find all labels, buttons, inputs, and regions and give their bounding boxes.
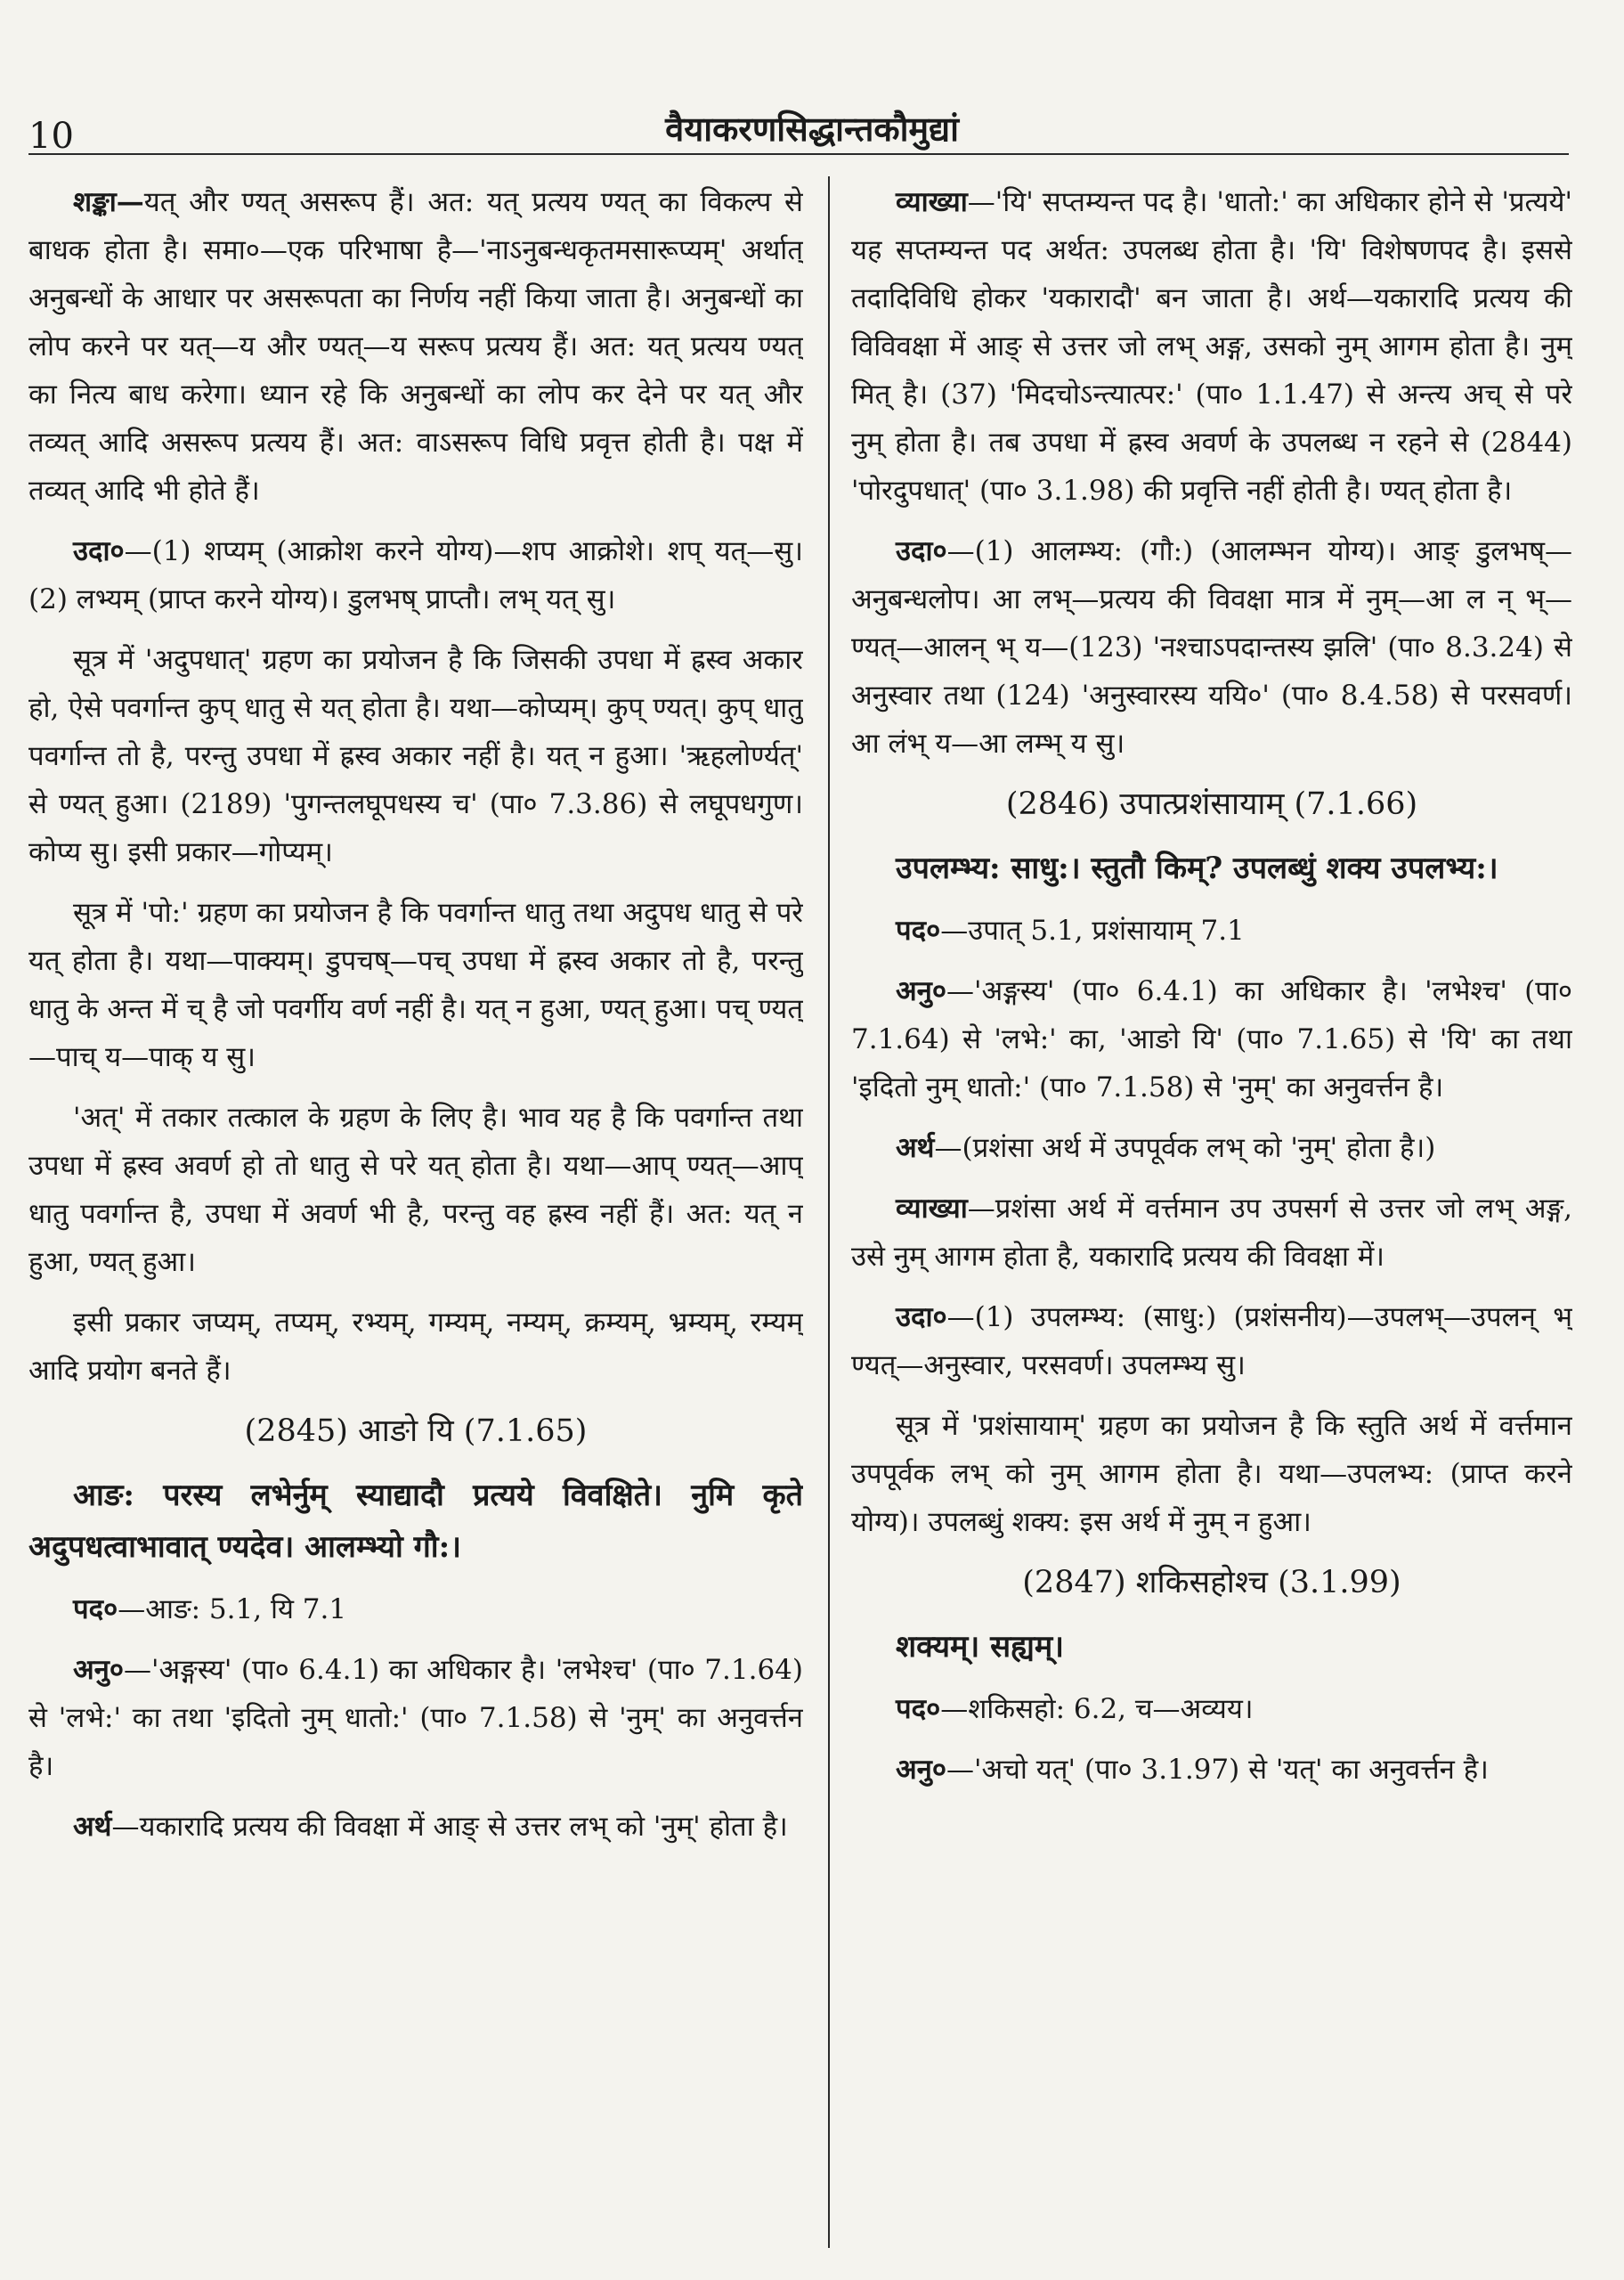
paragraph-label: व्याख्या bbox=[896, 1193, 968, 1225]
paragraph-text: —'अचो यत्' (पा० 3.1.97) से 'यत्' का अनुवर्त्तन है। bbox=[946, 1754, 1489, 1786]
paragraph-text: —प्रशंसा अर्थ में वर्त्तमान उप उपसर्ग से उत्तर जो लभ् अङ्ग, उसे नुम् आगम होता है, यकारादि प्रत्यय की विवक्षा में। bbox=[851, 1193, 1572, 1273]
paragraph bbox=[28, 1094, 803, 1286]
paragraph-text: —(1) उपलम्भ्य: (साधु:) (प्रशंसनीय)—उपलभ्—उपलन् भ् ण्यत्—अनुस्वार, परसवर्ण। उपलम्भ्य सु। bbox=[851, 1301, 1572, 1381]
paragraph-text: शक्यम्। सह्यम्। bbox=[896, 1629, 1065, 1665]
paragraph bbox=[28, 1585, 803, 1633]
paragraph-text: यत् और ण्यत् असरूप हैं। अत: यत् प्रत्यय ण्यत् का विकल्प से बाधक होता है। समा०—एक परिभाषा है—'नाऽनुबन्धकृतमसारूप्यम्' अर्थात् अनुबन्धों के आधार पर असरूपता का निर्णय नहीं किया जाता है। अनुबन्धों का लोप करने पर यत्—य और ण्यत्—य सरूप प्रत्यय हैं। अत: यत् प्रत्यय ण्यत् का नित्य बाध करेगा। ध्यान रहे कि अनुबन्धों का लोप कर देने पर यत् और तव्यत् आदि असरूप प्रत्यय हैं। अत: वाऽसरूप विधि प्रवृत्त होती है। पक्ष में तव्यत् आदि भी होते हैं। bbox=[28, 186, 803, 507]
paragraph bbox=[851, 907, 1572, 955]
paragraph-text: —शकिसहो: 6.2, च—अव्यय। bbox=[940, 1693, 1254, 1725]
paragraph-label: पद० bbox=[73, 1593, 118, 1625]
sutra-text bbox=[851, 1621, 1572, 1673]
paragraph-text: —उपात् 5.1, प्रशंसायाम् 7.1 bbox=[940, 915, 1245, 947]
paragraph-text: सूत्र में 'अदुपधात्' ग्रहण का प्रयोजन है कि जिसकी उपधा में ह्रस्व अकार हो, ऐसे पवर्गान्त कुप् धातु से यत् होता है। यथा—कोप्यम्। कुप् ण्यत्। कुप् धातु पवर्गान्त तो है, परन्तु उपधा में ह्रस्व अकार नहीं है। यत् न हुआ। 'ऋहलोर्ण्यत्' से ण्यत् हुआ। (2189) 'पुगन्तलघूपधस्य च' (पा० 7.3.86) से लघूपधगुण। कोप्य सु। इसी प्रकार—गोप्यम्। bbox=[28, 644, 803, 868]
paragraph bbox=[851, 1402, 1572, 1546]
sutra-heading bbox=[28, 1407, 803, 1455]
sutra-text bbox=[28, 1470, 803, 1573]
paragraph-text: —(प्रशंसा अर्थ में उपपूर्वक लभ् को 'नुम्' होता है।) bbox=[934, 1132, 1436, 1164]
paragraph-label: व्याख्या bbox=[896, 186, 968, 218]
paragraph-text: (2845) आङो यि (7.1.65) bbox=[244, 1413, 588, 1449]
paragraph-text: —'अङ्गस्य' (पा० 6.4.1) का अधिकार है। 'लभेश्च' (पा० 7.1.64) से 'लभे:' का तथा 'इदितो नुम् धातो:' (पा० 7.1.58) से 'नुम्' का अनुवर्त्तन है। bbox=[28, 1654, 803, 1782]
running-head: वैयाकरणसिद्धान्तकौमुद्यां bbox=[665, 109, 959, 149]
paragraph bbox=[851, 1293, 1572, 1389]
paragraph bbox=[851, 1185, 1572, 1281]
paragraph-label: अर्थ bbox=[73, 1811, 112, 1843]
paragraph bbox=[851, 1685, 1572, 1733]
paragraph bbox=[28, 889, 803, 1081]
paragraph bbox=[28, 1646, 803, 1790]
paragraph-text: सूत्र में 'प्रशंसायाम्' ग्रहण का प्रयोजन है कि स्तुति अर्थ में वर्त्तमान उपपूर्वक लभ् को नुम् आगम होता है। यथा—उपलभ्य: (प्राप्त करने योग्य)। उपलब्धुं शक्य: इस अर्थ में नुम् न हुआ। bbox=[851, 1410, 1572, 1538]
left-column bbox=[28, 178, 803, 2248]
paragraph bbox=[28, 1299, 803, 1395]
paragraph-text: (2847) शकिसहोश्च (3.1.99) bbox=[1022, 1565, 1401, 1600]
paragraph-label: उदा० bbox=[896, 535, 947, 567]
paragraph bbox=[851, 527, 1572, 768]
paragraph-text: —आङ: 5.1, यि 7.1 bbox=[118, 1593, 347, 1625]
paragraph-text: सूत्र में 'पो:' ग्रहण का प्रयोजन है कि पवर्गान्त धातु तथा अदुपध धातु से परे यत् होता है। यथा—पाक्यम्। डुपचष्—पच् उपधा में ह्रस्व अकार तो है, परन्तु धातु के अन्त में च् है जो पवर्गीय वर्ण नहीं है। यत् न हुआ, ण्यत् हुआ। पच् ण्यत्—पाच् य—पाक् य सु। bbox=[28, 897, 803, 1073]
paragraph bbox=[851, 1746, 1572, 1794]
paragraph-label: अनु० bbox=[896, 1754, 947, 1786]
right-column bbox=[851, 178, 1572, 2248]
paragraph-text: —(1) शप्यम् (आक्रोश करने योग्य)—शप आक्रोशे। शप् यत्—सु। (2) लभ्यम् (प्राप्त करने योग्य)। डुलभष् प्राप्तौ। लभ् यत् सु। bbox=[28, 535, 803, 615]
paragraph-label: अनु० bbox=[896, 975, 947, 1007]
paragraph bbox=[28, 636, 803, 876]
paragraph bbox=[28, 1803, 803, 1851]
sutra-heading bbox=[851, 780, 1572, 828]
sutra-heading bbox=[851, 1559, 1572, 1607]
paragraph-label: उदा० bbox=[73, 535, 125, 567]
paragraph-text: —(1) आलम्भ्य: (गौ:) (आलम्भन योग्य)। आङ् डुलभष्—अनुबन्धलोप। आ लभ्—प्रत्यय की विवक्षा मात्र में नुम्—आ ल न् भ्—ण्यत्—आलन् भ् य—(123) 'नश्चाऽपदान्तस्य झलि' (पा० 8.3.24) से अनुस्वार तथा (124) 'अनुस्वारस्य ययि०' (पा० 8.4.58) से परसवर्ण। आ लंभ् य—आ लम्भ् य सु। bbox=[851, 535, 1572, 760]
paragraph-label: उदा० bbox=[896, 1301, 947, 1333]
paragraph-text: इसी प्रकार जप्यम्, तप्यम्, रभ्यम्, गम्यम्, नम्यम्, क्रम्यम्, भ्रम्यम्, रम्यम् आदि प्रयोग बनते हैं। bbox=[28, 1307, 803, 1387]
page-number: 10 bbox=[28, 116, 74, 157]
paragraph-text: 'अत्' में तकार तत्काल के ग्रहण के लिए है। भाव यह है कि पवर्गान्त तथा उपधा में ह्रस्व अवर्ण हो तो धातु से परे यत् होता है। यथा—आप् ण्यत्—आप् धातु पवर्गान्त है, उपधा में अवर्ण भी है, परन्तु वह ह्रस्व नहीं हैं। अत: यत् न हुआ, ण्यत् हुआ। bbox=[28, 1102, 803, 1278]
header-rule bbox=[28, 153, 1569, 155]
paragraph-label: पद० bbox=[896, 915, 941, 947]
paragraph-label: अनु० bbox=[73, 1654, 125, 1686]
paragraph-label: पद० bbox=[896, 1693, 941, 1725]
paragraph-label: शङ्का— bbox=[73, 186, 144, 218]
paragraph bbox=[851, 967, 1572, 1112]
paragraph-text: उपलम्भ्य: साधु:। स्तुतौ किम्? उपलब्धुं शक्य उपलभ्य:। bbox=[896, 851, 1498, 886]
paragraph-text: —यकारादि प्रत्यय की विवक्षा में आङ् से उत्तर लभ् को 'नुम्' होता है। bbox=[111, 1811, 788, 1843]
paragraph bbox=[28, 527, 803, 623]
paragraph-text: —'अङ्गस्य' (पा० 6.4.1) का अधिकार है। 'लभेश्च' (पा० 7.1.64) से 'लभे:' का, 'आङो यि' (पा० 7.1.65) से 'यि' का तथा 'इदितो नुम् धातो:' (पा० 7.1.58) से 'नुम्' का अनुवर्त्तन है। bbox=[851, 975, 1572, 1103]
paragraph-text: —'यि' सप्तम्यन्त पद है। 'धातो:' का अधिकार होने से 'प्रत्यये' यह सप्तम्यन्त पद अर्थत: उपलब्ध होता है। 'यि' विशेषणपद है। इससे तदादिविधि होकर 'यकारादौ' बन जाता है। अर्थ—यकारादि प्रत्यय की विविवक्षा में आङ् से उत्तर जो लभ् अङ्ग, उसको नुम् आगम होता है। नुम् मित् है। (37) 'मिदचोऽन्त्यात्पर:' (पा० 1.1.47) से अन्त्य अच् से परे नुम् होता है। तब उपधा में ह्रस्व अवर्ण के उपलब्ध न रहने से (2844) 'पोरदुपधात्' (पा० 3.1.98) की प्रवृत्ति नहीं होती है। ण्यत् होता है। bbox=[851, 186, 1572, 507]
paragraph-text: (2846) उपात्प्रशंसायाम् (7.1.66) bbox=[1005, 786, 1418, 822]
column-divider bbox=[828, 176, 830, 2248]
paragraph-label: अर्थ bbox=[896, 1132, 935, 1164]
paragraph bbox=[28, 178, 803, 515]
paragraph-text: आङ: परस्य लभेर्नुम् स्याद्यादौ प्रत्यये विवक्षिते। नुमि कृते अदुपधत्वाभावात् ण्यदेव। आलम्भ्यो गौ:। bbox=[28, 1478, 803, 1565]
paragraph bbox=[851, 178, 1572, 515]
sutra-text bbox=[851, 843, 1572, 894]
paragraph bbox=[851, 1124, 1572, 1172]
